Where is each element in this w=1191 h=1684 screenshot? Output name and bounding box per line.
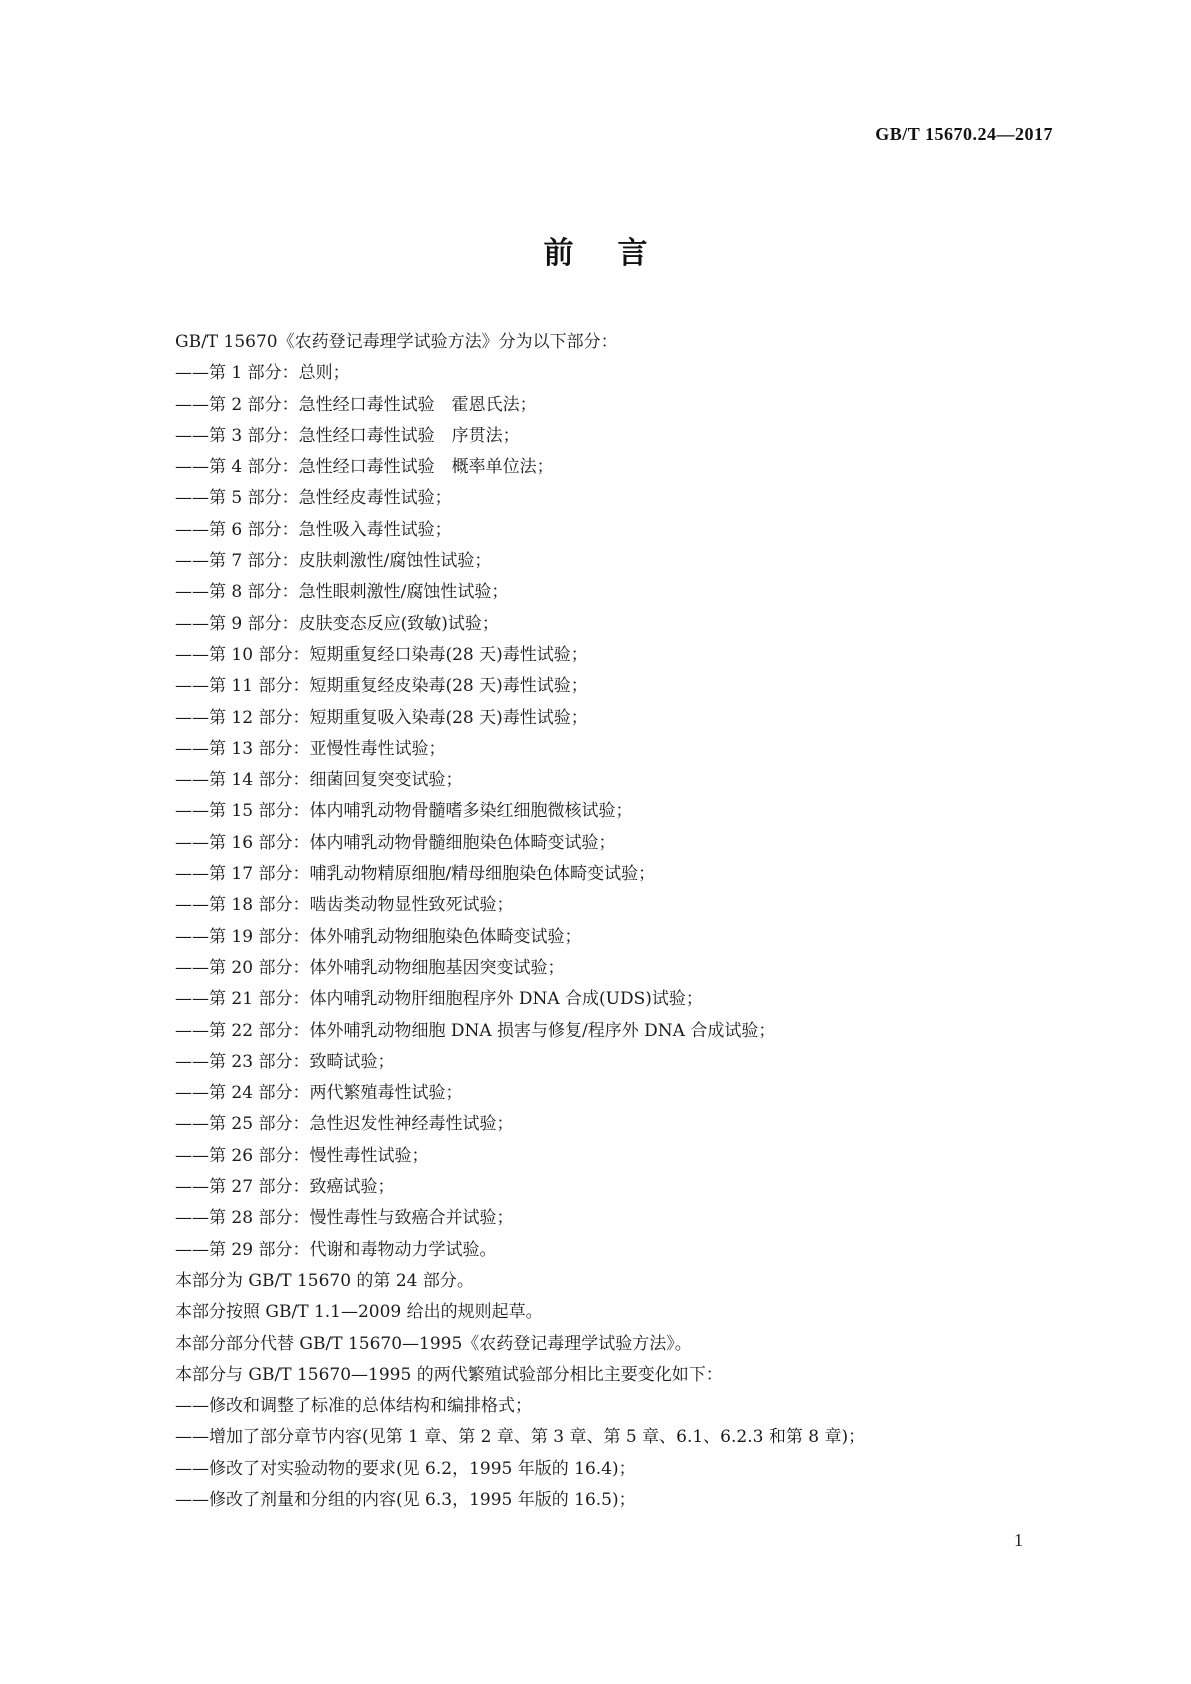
list-item: ——增加了部分章节内容(见第 1 章、第 2 章、第 3 章、第 5 章、6.1、6.2.3 和第 8 章)； [175, 1427, 866, 1448]
paragraph: 本部分按照 GB/T 1.1—2009 给出的规则起草。 [175, 1302, 543, 1323]
list-item: ——修改了剂量和分组的内容(见 6.3，1995 年版的 16.5)； [175, 1489, 636, 1510]
list-item: ——第 27 部分：致癌试验； [175, 1177, 395, 1198]
list-item: ——第 23 部分：致畸试验； [175, 1051, 395, 1072]
list-item: ——第 17 部分：哺乳动物精原细胞/精母细胞染色体畸变试验； [175, 864, 656, 885]
list-item: ——第 21 部分：体内哺乳动物肝细胞程序外 DNA 合成(UDS)试验； [175, 989, 703, 1010]
list-item: ——第 20 部分：体外哺乳动物细胞基因突变试验； [175, 957, 565, 978]
list-item: ——第 10 部分：短期重复经口染毒(28 天)毒性试验； [175, 644, 588, 665]
list-item: ——第 14 部分：细菌回复突变试验； [175, 770, 463, 791]
paragraph: 本部分部分代替 GB/T 15670—1995《农药登记毒理学试验方法》。 [175, 1333, 692, 1354]
list-item: ——第 16 部分：体内哺乳动物骨髓细胞染色体畸变试验； [175, 832, 616, 853]
list-item: ——第 4 部分：急性经口毒性试验 概率单位法； [175, 457, 554, 478]
list-item: ——第 19 部分：体外哺乳动物细胞染色体畸变试验； [175, 926, 582, 947]
paragraph: GB/T 15670《农药登记毒理学试验方法》分为以下部分： [175, 332, 618, 352]
list-item: ——修改了对实验动物的要求(见 6.2，1995 年版的 16.4)； [175, 1458, 636, 1479]
list-item: ——修改和调整了标准的总体结构和编排格式； [175, 1396, 532, 1417]
list-item: ——第 8 部分：急性眼刺激性/腐蚀性试验； [175, 582, 509, 603]
page-number: 1 [1014, 1530, 1023, 1550]
paragraph: 本部分与 GB/T 15670—1995 的两代繁殖试验部分相比主要变化如下： [175, 1364, 723, 1385]
list-item: ——第 11 部分：短期重复经皮染毒(28 天)毒性试验； [175, 676, 588, 697]
list-item: ——第 3 部分：急性经口毒性试验 序贯法； [175, 425, 520, 446]
list-item: ——第 25 部分：急性迟发性神经毒性试验； [175, 1114, 514, 1135]
list-item: ——第 28 部分：慢性毒性与致癌合并试验； [175, 1208, 514, 1229]
list-item: ——第 24 部分：两代繁殖毒性试验； [175, 1083, 463, 1104]
list-item: ——第 12 部分：短期重复吸入染毒(28 天)毒性试验； [175, 707, 588, 728]
paragraph: 本部分为 GB/T 15670 的第 24 部分。 [175, 1270, 474, 1291]
list-item: ——第 7 部分：皮肤刺激性/腐蚀性试验； [175, 551, 492, 572]
list-item: ——第 15 部分：体内哺乳动物骨髓嗜多染红细胞微核试验； [175, 801, 633, 822]
list-item: ——第 22 部分：体外哺乳动物细胞 DNA 损害与修复/程序外 DNA 合成试验； [175, 1020, 776, 1041]
list-item: ——第 26 部分：慢性毒性试验； [175, 1145, 429, 1166]
list-item: ——第 18 部分：啮齿类动物显性致死试验； [175, 895, 514, 916]
standard-number: GB/T 15670.24—2017 [875, 124, 1053, 144]
page-title: 前言 [543, 236, 692, 271]
foreword-body [175, 327, 1055, 1516]
list-item: ——第 6 部分：急性吸入毒性试验； [175, 519, 452, 540]
list-item: ——第 9 部分：皮肤变态反应(致敏)试验； [175, 613, 499, 634]
list-item: ——第 5 部分：急性经皮毒性试验； [175, 488, 452, 509]
list-item: ——第 2 部分：急性经口毒性试验 霍恩氏法； [175, 394, 537, 415]
list-item: ——第 13 部分：亚慢性毒性试验； [175, 738, 446, 759]
list-item: ——第 29 部分：代谢和毒物动力学试验。 [175, 1239, 497, 1260]
list-item: ——第 1 部分：总则； [175, 363, 350, 384]
